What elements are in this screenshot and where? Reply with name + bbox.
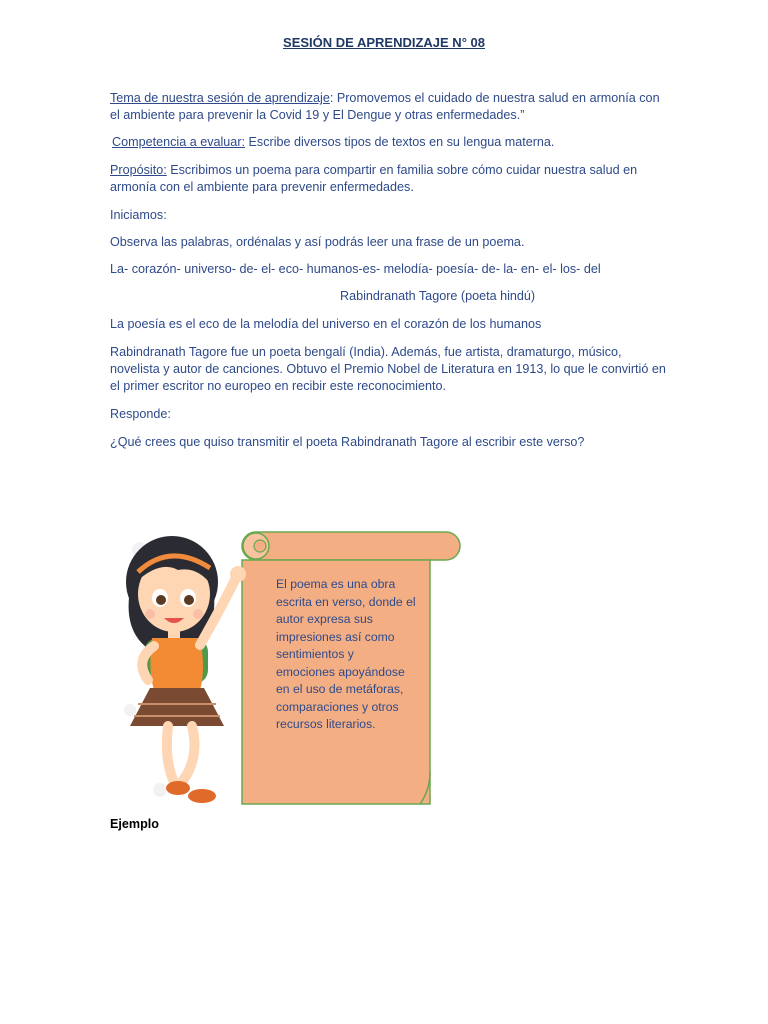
competencia-paragraph (112, 134, 672, 151)
page-title: SESIÓN DE APRENDIZAJE N° 08 (283, 35, 485, 50)
question-text: ¿Qué crees que quiso transmitir el poeta Rabindranath Tagore al escribir este verso? (110, 435, 585, 449)
competencia-label: Competencia a evaluar: (112, 135, 246, 149)
observa-instruction: Observa las palabras, ordénalas y así podrás leer una frase de un poema. (110, 235, 525, 249)
proposito-text: Escribimos un poema para compartir en familia sobre cómo cuidar nuestra salud en armonía con el ambiente para prevenir enfermedades. (110, 163, 638, 194)
responde-heading: Responde: (110, 407, 171, 421)
tema-paragraph (110, 90, 670, 124)
proposito-label: Propósito: (110, 163, 167, 177)
tema-label: Tema de nuestra sesión de aprendizaje (110, 91, 330, 105)
scroll-definition-text: El poema es una obra escrita en verso, donde el autor expresa sus impresiones así como sentimientos y emociones apoyándose en el uso de metáforas, comparaciones y otros recursos literarios. (276, 577, 416, 731)
tema-text: : Promovemos el cuidado de nuestra salud en armonía con el ambiente para prevenir la Covid 19 y El Dengue y otras enfermedades.” (110, 91, 660, 122)
poem-phrase: La poesía es el eco de la melodía del universo en el corazón de los humanos (110, 317, 542, 331)
iniciamos-heading: Iniciamos: (110, 208, 167, 222)
word-list: La- corazón- universo- de- el- eco- humanos-es- melodía- poesía- de- la- en- el- los- del (110, 262, 601, 276)
competencia-text: Escribe diversos tipos de textos en su lengua materna. (245, 135, 555, 149)
proposito-paragraph (110, 162, 670, 196)
ejemplo-label: Ejemplo (110, 817, 159, 831)
biography-paragraph: Rabindranath Tagore fue un poeta bengalí (India). Además, fue artista, dramaturgo, músico, novelista y autor de canciones. Obtuvo el Premio Nobel de Literatura en 1913, lo que le convirtió en el primer escritor no europeo en recibir este reconocimiento. (110, 345, 666, 393)
girl-figure (126, 536, 246, 803)
author-line: Rabindranath Tagore (poeta hindú) (340, 289, 536, 303)
